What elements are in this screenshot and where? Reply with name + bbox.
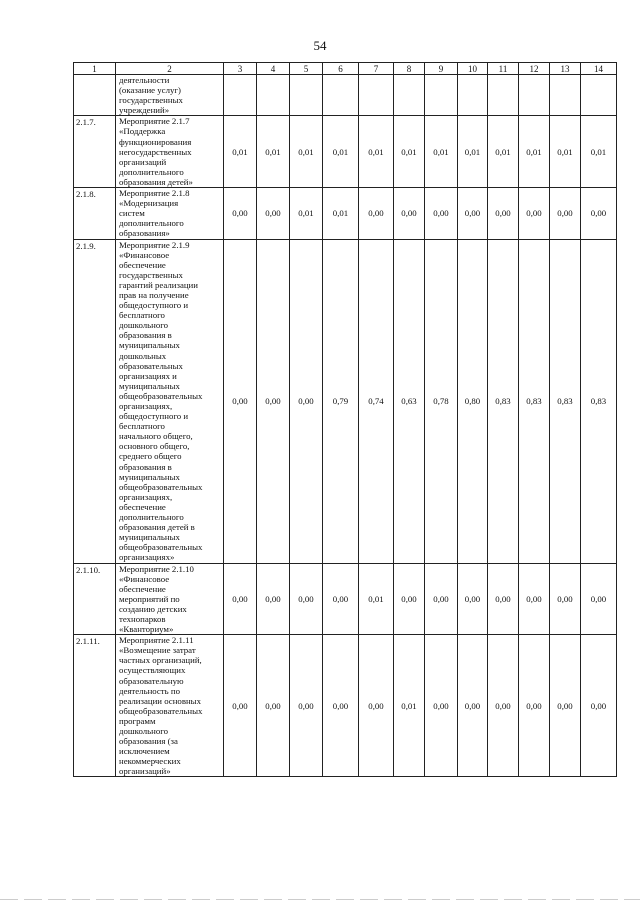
value-cell: 0,83 <box>550 239 581 563</box>
value-cell: 0,00 <box>488 188 519 239</box>
value-cell: 0,00 <box>519 635 550 777</box>
value-cell <box>359 75 394 116</box>
measure-name: Мероприятие 2.1.8 «Модернизация систем дополнительного образования» <box>116 188 224 239</box>
value-cell: 0,01 <box>359 563 394 635</box>
value-cell: 0,01 <box>323 188 359 239</box>
budget-table <box>73 62 617 777</box>
value-cell: 0,01 <box>458 116 488 188</box>
page-edge-artifact <box>0 899 640 900</box>
value-cell: 0,00 <box>488 635 519 777</box>
value-cell: 0,00 <box>519 188 550 239</box>
value-cell <box>394 75 425 116</box>
value-cell: 0,00 <box>323 563 359 635</box>
value-cell <box>519 75 550 116</box>
column-header: 5 <box>290 63 323 75</box>
value-cell: 0,00 <box>458 563 488 635</box>
value-cell <box>323 75 359 116</box>
value-cell: 0,01 <box>290 188 323 239</box>
value-cell <box>224 75 257 116</box>
row-number: 2.1.7. <box>74 116 116 188</box>
value-cell: 0,63 <box>394 239 425 563</box>
value-cell: 0,00 <box>359 635 394 777</box>
column-header: 12 <box>519 63 550 75</box>
value-cell <box>425 75 458 116</box>
value-cell <box>257 75 290 116</box>
row-number: 2.1.8. <box>74 188 116 239</box>
value-cell: 0,83 <box>519 239 550 563</box>
value-cell: 0,00 <box>581 188 617 239</box>
value-cell: 0,01 <box>550 116 581 188</box>
value-cell: 0,01 <box>224 116 257 188</box>
column-header: 3 <box>224 63 257 75</box>
value-cell: 0,00 <box>550 563 581 635</box>
row-number: 2.1.9. <box>74 239 116 563</box>
value-cell: 0,00 <box>257 563 290 635</box>
row-number: 2.1.10. <box>74 563 116 635</box>
value-cell: 0,01 <box>519 116 550 188</box>
value-cell: 0,83 <box>488 239 519 563</box>
value-cell: 0,74 <box>359 239 394 563</box>
value-cell: 0,01 <box>394 116 425 188</box>
value-cell: 0,00 <box>425 188 458 239</box>
column-header: 2 <box>116 63 224 75</box>
value-cell: 0,00 <box>394 563 425 635</box>
value-cell: 0,00 <box>290 239 323 563</box>
value-cell: 0,78 <box>425 239 458 563</box>
column-header: 6 <box>323 63 359 75</box>
measure-name: Мероприятие 2.1.9 «Финансовое обеспечение государственных гарантий реализации прав на получение общедоступного и бесплатного дошкольного образования в муниципальных дошкольных образовательных организациях и муниципальных общеобразовательных организациях, общедоступного и бесплатного начального общего, основного общего, среднего общего образования в муниципальных общеобразовательных организациях, обеспечение дополнительного образования детей в муниципальных общеобразовательных организациях» <box>116 239 224 563</box>
value-cell: 0,00 <box>224 188 257 239</box>
row-number: 2.1.11. <box>74 635 116 777</box>
measure-name: Мероприятие 2.1.11 «Возмещение затрат частных организаций, осуществляющих образовательную деятельность по реализации основных общеобразовательных программ дошкольного образования (за исключением некоммерческих организаций» <box>116 635 224 777</box>
value-cell: 0,00 <box>425 635 458 777</box>
value-cell <box>581 75 617 116</box>
column-header: 4 <box>257 63 290 75</box>
value-cell <box>488 75 519 116</box>
value-cell: 0,01 <box>394 635 425 777</box>
value-cell: 0,00 <box>257 188 290 239</box>
column-header: 14 <box>581 63 617 75</box>
table-row <box>74 635 617 777</box>
column-header: 9 <box>425 63 458 75</box>
value-cell: 0,00 <box>290 635 323 777</box>
value-cell: 0,00 <box>290 563 323 635</box>
column-header: 7 <box>359 63 394 75</box>
value-cell: 0,01 <box>359 116 394 188</box>
value-cell: 0,00 <box>550 635 581 777</box>
column-header: 11 <box>488 63 519 75</box>
measure-name: Мероприятие 2.1.10 «Финансовое обеспечение мероприятий по созданию детских технопарков «Кванториум» <box>116 563 224 635</box>
table-row <box>74 239 617 563</box>
value-cell: 0,00 <box>425 563 458 635</box>
value-cell: 0,00 <box>458 188 488 239</box>
table-body <box>74 63 617 777</box>
row-number <box>74 75 116 116</box>
measure-name: Мероприятие 2.1.7 «Поддержка функционирования негосударственных организаций дополнительного образования детей» <box>116 116 224 188</box>
table-row <box>74 563 617 635</box>
value-cell <box>290 75 323 116</box>
value-cell: 0,00 <box>581 635 617 777</box>
value-cell: 0,00 <box>581 563 617 635</box>
value-cell <box>458 75 488 116</box>
value-cell: 0,01 <box>290 116 323 188</box>
value-cell: 0,01 <box>581 116 617 188</box>
value-cell: 0,00 <box>257 635 290 777</box>
value-cell: 0,00 <box>394 188 425 239</box>
value-cell: 0,00 <box>224 239 257 563</box>
value-cell: 0,01 <box>257 116 290 188</box>
value-cell: 0,00 <box>257 239 290 563</box>
value-cell: 0,79 <box>323 239 359 563</box>
value-cell: 0,00 <box>550 188 581 239</box>
value-cell <box>550 75 581 116</box>
value-cell: 0,00 <box>323 635 359 777</box>
column-header: 10 <box>458 63 488 75</box>
value-cell: 0,80 <box>458 239 488 563</box>
value-cell: 0,00 <box>359 188 394 239</box>
column-header: 8 <box>394 63 425 75</box>
value-cell: 0,01 <box>323 116 359 188</box>
value-cell: 0,01 <box>488 116 519 188</box>
value-cell: 0,00 <box>488 563 519 635</box>
table-row <box>74 188 617 239</box>
column-header: 1 <box>74 63 116 75</box>
table-row <box>74 116 617 188</box>
page-number: 54 <box>313 38 327 53</box>
column-header: 13 <box>550 63 581 75</box>
header-row <box>74 63 617 75</box>
value-cell: 0,00 <box>519 563 550 635</box>
value-cell: 0,83 <box>581 239 617 563</box>
measure-name: деятельности (оказание услуг) государственных учреждений» <box>116 75 224 116</box>
table-row <box>74 75 617 116</box>
value-cell: 0,00 <box>224 635 257 777</box>
value-cell: 0,00 <box>224 563 257 635</box>
value-cell: 0,01 <box>425 116 458 188</box>
value-cell: 0,00 <box>458 635 488 777</box>
